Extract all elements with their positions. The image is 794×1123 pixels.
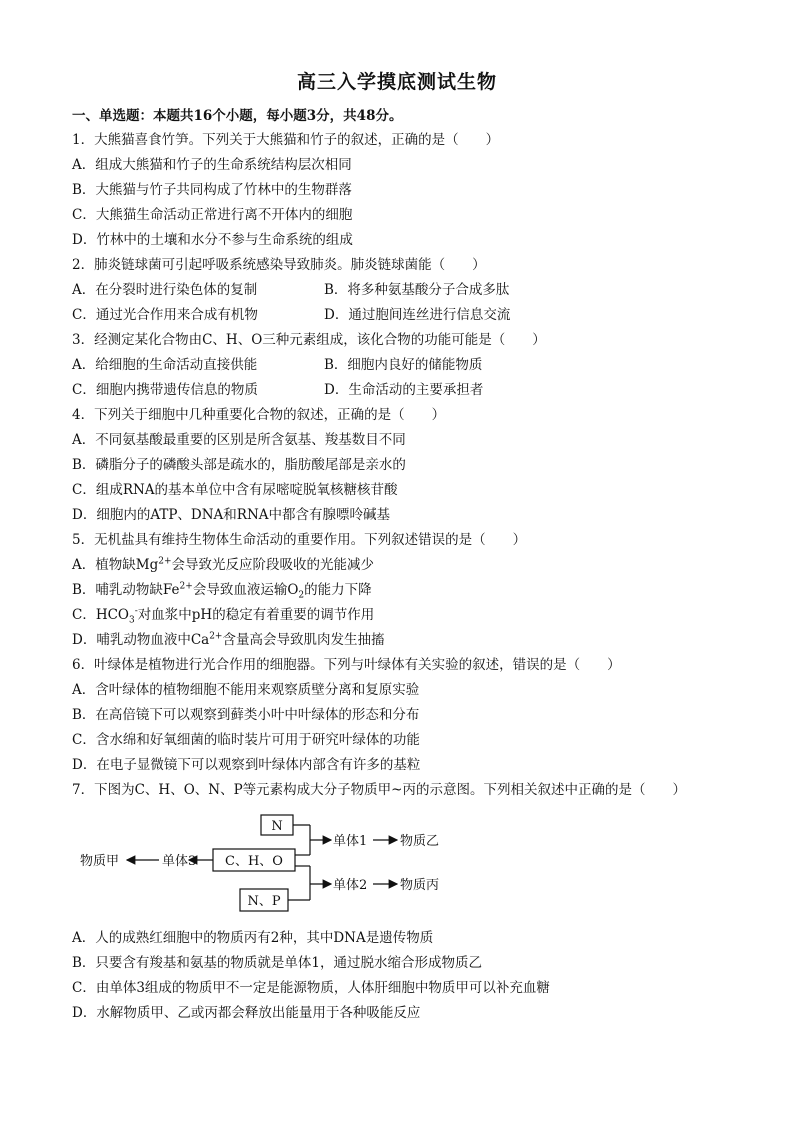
q6-option-c: C．含水绵和好氧细菌的临时装片可用于研究叶绿体的功能 [72, 732, 420, 748]
q2-option-b: B．将多种氨基酸分子合成多肽 [324, 282, 510, 298]
q2-stem: 2．肺炎链球菌可引起呼吸系统感染导致肺炎。肺炎链球菌能（ ） [72, 257, 486, 273]
q5-stem: 5．无机盐具有维持生物体生命活动的重要作用。下列叙述错误的是（ ） [72, 532, 527, 548]
q3-option-a: A．给细胞的生命活动直接供能 [72, 357, 258, 373]
q6-stem: 6．叶绿体是植物进行光合作用的细胞器。下列与叶绿体有关实验的叙述，错误的是（ ） [72, 657, 621, 673]
q3-option-c: C．细胞内携带遗传信息的物质 [72, 382, 258, 398]
substance-a-label: 物质甲 [80, 854, 120, 869]
box-np-label: N、P [247, 894, 281, 909]
q1-option-c: C．大熊猫生命活动正常进行离不开体内的细胞 [72, 207, 353, 223]
q3-option-d: D．生命活动的主要承担者 [324, 382, 484, 398]
box-n-label: N [271, 819, 283, 834]
q4-option-d: D．细胞内的ATP、DNA和RNA中都含有腺嘌呤碱基 [72, 507, 391, 523]
q7-option-d: D．水解物质甲、乙或丙都会释放出能量用于各种吸能反应 [72, 1005, 421, 1021]
q2-option-c: C．通过光合作用来合成有机物 [72, 307, 258, 323]
q4-option-c: C．组成RNA的基本单位中含有尿嘧啶脱氧核糖核苷酸 [72, 482, 398, 498]
q7-element-diagram [80, 808, 460, 918]
q3-option-b: B．细胞内良好的储能物质 [324, 357, 483, 373]
q5-option-c: C．$HCO_3^-$对血浆中pH的稳定有着重要的调节作用 [72, 606, 375, 626]
q4-option-b: B．磷脂分子的磷酸头部是疏水的，脂肪酸尾部是亲水的 [72, 457, 406, 473]
substance-c-label: 物质丙 [400, 878, 440, 893]
q6-option-a: A．含叶绿体的植物细胞不能用来观察质壁分离和复原实验 [72, 682, 420, 698]
q2-option-d: D．通过胞间连丝进行信息交流 [324, 307, 511, 323]
q7-stem: 7．下图为C、H、O、N、P等元素构成大分子物质甲~丙的示意图。下列相关叙述中正确的是（ ） [72, 782, 686, 798]
page-title: 高三入学摸底测试生物 [296, 71, 497, 93]
monomer3-label: 单体3 [162, 854, 197, 869]
q6-option-d: D．在电子显微镜下可以观察到叶绿体内部含有许多的基粒 [72, 757, 421, 773]
box-cho-label: C、H、O [225, 854, 283, 869]
q7-option-a: A．人的成熟红细胞中的物质丙有2种，其中DNA是遗传物质 [72, 930, 434, 946]
substance-b-label: 物质乙 [400, 834, 440, 849]
q7-option-b: B．只要含有羧基和氨基的物质就是单体1，通过脱水缩合形成物质乙 [72, 955, 483, 971]
q4-option-a: A．不同氨基酸最重要的区别是所含氨基、羧基数目不同 [72, 432, 406, 448]
section-heading: 一、单选题：本题共16个小题，每小题3分，共48分。 [72, 108, 403, 124]
q1-option-d: D．竹林中的土壤和水分不参与生命系统的组成 [72, 232, 353, 248]
q1-stem: 1．大熊猫喜食竹笋。下列关于大熊猫和竹子的叙述，正确的是（ ） [72, 132, 500, 148]
q5-option-d: D．哺乳动物血液中$Ca^{2+}$含量高会导致肌肉发生抽搐 [72, 631, 385, 648]
q6-option-b: B．在高倍镜下可以观察到藓类小叶中叶绿体的形态和分布 [72, 707, 420, 723]
q5-option-a: A．植物缺$Mg^{2+}$会导致光反应阶段吸收的光能减少 [72, 556, 374, 573]
q4-stem: 4．下列关于细胞中几种重要化合物的叙述，正确的是（ ） [72, 407, 446, 423]
q2-option-a: A．在分裂时进行染色体的复制 [72, 282, 258, 298]
monomer1-label: 单体1 [333, 834, 368, 849]
monomer2-label: 单体2 [333, 878, 368, 893]
q7-option-c: C．由单体3组成的物质甲不一定是能源物质，人体肝细胞中物质甲可以补充血糖 [72, 980, 550, 996]
q1-option-a: A．组成大熊猫和竹子的生命系统结构层次相同 [72, 157, 352, 173]
q1-option-b: B．大熊猫与竹子共同构成了竹林中的生物群落 [72, 182, 352, 198]
q5-option-b: B．哺乳动物缺$Fe^{2+}$会导致血液运输$O_2$的能力下降 [72, 581, 372, 601]
q3-stem: 3．经测定某化合物由C、H、O三种元素组成，该化合物的功能可能是（ ） [72, 332, 546, 348]
